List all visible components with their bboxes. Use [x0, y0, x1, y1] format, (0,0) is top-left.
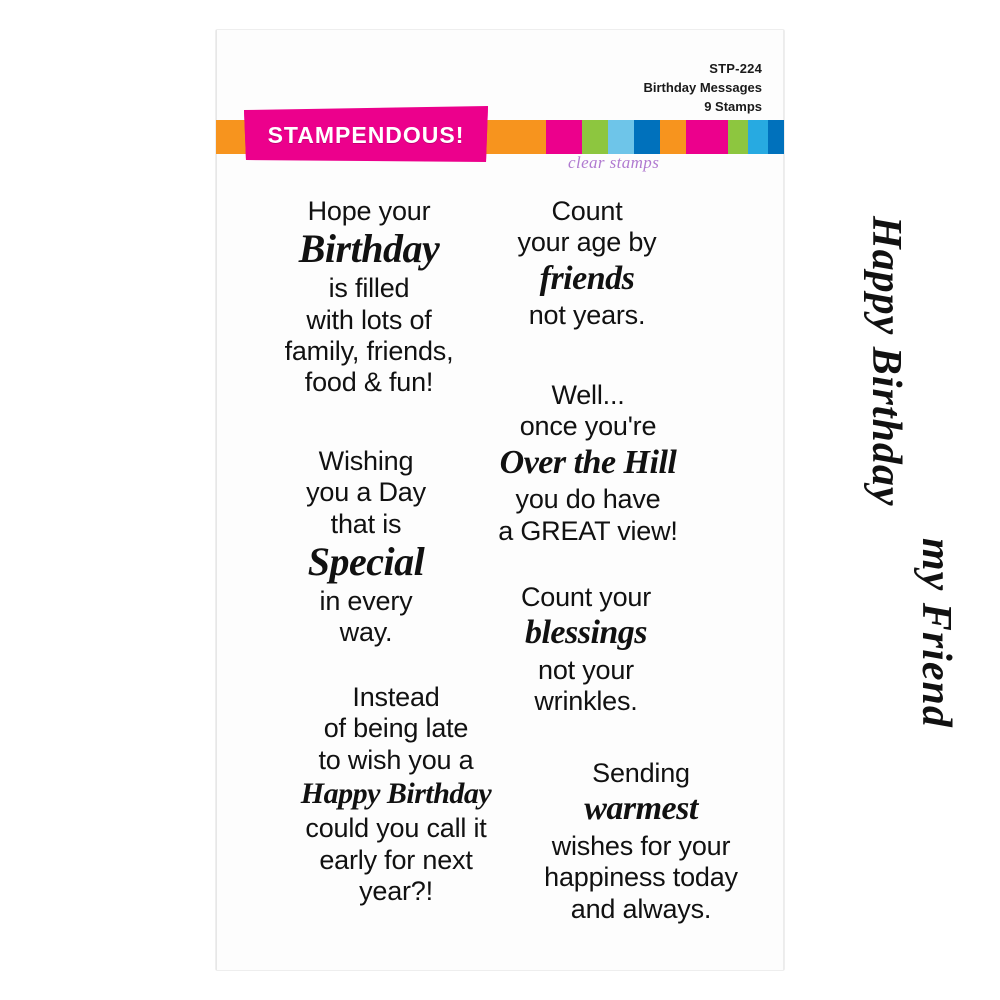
stamp-line: you a Day: [306, 477, 426, 508]
stamp-line: food & fun!: [304, 367, 434, 398]
stripe-green-2: [728, 120, 748, 154]
stripe-green: [582, 120, 608, 154]
stamp-line: Instead: [352, 682, 440, 712]
stamp-line: your age by: [517, 227, 657, 258]
stamp-line: Sending: [592, 758, 690, 788]
stamp-line-script: Birthday: [298, 226, 440, 272]
stamp-line: year?!: [359, 876, 433, 907]
stamp-line-script: warmest: [584, 790, 698, 828]
stamp-line: happiness today: [544, 862, 738, 893]
product-header: [644, 60, 763, 117]
stamp-line: in every: [319, 585, 413, 616]
stamp-wishing-special: [246, 446, 486, 649]
stamp-line: way.: [339, 617, 393, 648]
stamp-line: Count: [551, 196, 623, 226]
stamp-line: family, friends,: [284, 335, 454, 366]
stamp-line: once you're: [519, 411, 657, 442]
stamp-line: with lots of: [306, 304, 432, 335]
vertical-stamps: [852, 208, 972, 808]
stamp-line: to wish you a: [318, 744, 474, 775]
stripe-pink-2: [686, 120, 728, 154]
product-type-label: clear stamps: [568, 153, 660, 172]
stamp-over-the-hill: [460, 380, 716, 547]
stamp-line: you do have: [515, 484, 661, 515]
product-title: Birthday Messages: [643, 79, 762, 95]
stamp-happy-birthday-vertical: Happy Birthday: [863, 216, 909, 507]
stamp-line: that is: [330, 508, 402, 539]
stamp-line: and always.: [570, 893, 712, 924]
stamp-line: Count your: [520, 582, 652, 612]
stamp-line: early for next: [319, 844, 473, 875]
stamp-line: wrinkles.: [534, 686, 638, 717]
stamp-hope-your-birthday: [244, 196, 494, 399]
stamp-line-script: Over the Hill: [499, 443, 677, 481]
stamp-line-script: Special: [307, 538, 425, 584]
stamp-instead-of-being-late: [256, 682, 536, 907]
stamp-line: Well...: [551, 380, 625, 410]
stamp-count: 9 Stamps: [704, 98, 762, 114]
stripe-teal: [748, 120, 768, 154]
stamp-line-script: friends: [539, 259, 635, 297]
brand-banner: [242, 104, 490, 166]
stamp-line: wishes for your: [551, 831, 731, 861]
stamp-line: could you call it: [305, 813, 487, 844]
stripe-pink: [546, 120, 582, 154]
stamp-line: Wishing: [318, 446, 414, 476]
stamp-sheet: [216, 30, 959, 970]
stamp-line: a GREAT view!: [498, 515, 678, 546]
stamp-line: not your: [538, 655, 634, 685]
stamp-line: not years.: [528, 300, 646, 331]
stamp-line: is filled: [328, 273, 410, 304]
stripe-orange-2: [660, 120, 686, 154]
stamp-my-friend-vertical: my Friend: [913, 538, 959, 728]
brand-name: STAMPENDOUS!: [267, 121, 465, 148]
stamp-sending-warmest: [516, 758, 766, 925]
stamp-count-your-age: [472, 196, 702, 332]
stamp-line: of being late: [323, 713, 469, 744]
stamp-line: Hope your: [307, 196, 431, 226]
stamp-line-script: blessings: [524, 614, 648, 652]
stripe-blue: [634, 120, 660, 154]
stripe-lightblue: [608, 120, 634, 154]
stripe-blue-2: [768, 120, 784, 154]
stamp-line-script: Happy Birthday: [300, 776, 492, 810]
product-sku: STP-224: [709, 61, 762, 76]
